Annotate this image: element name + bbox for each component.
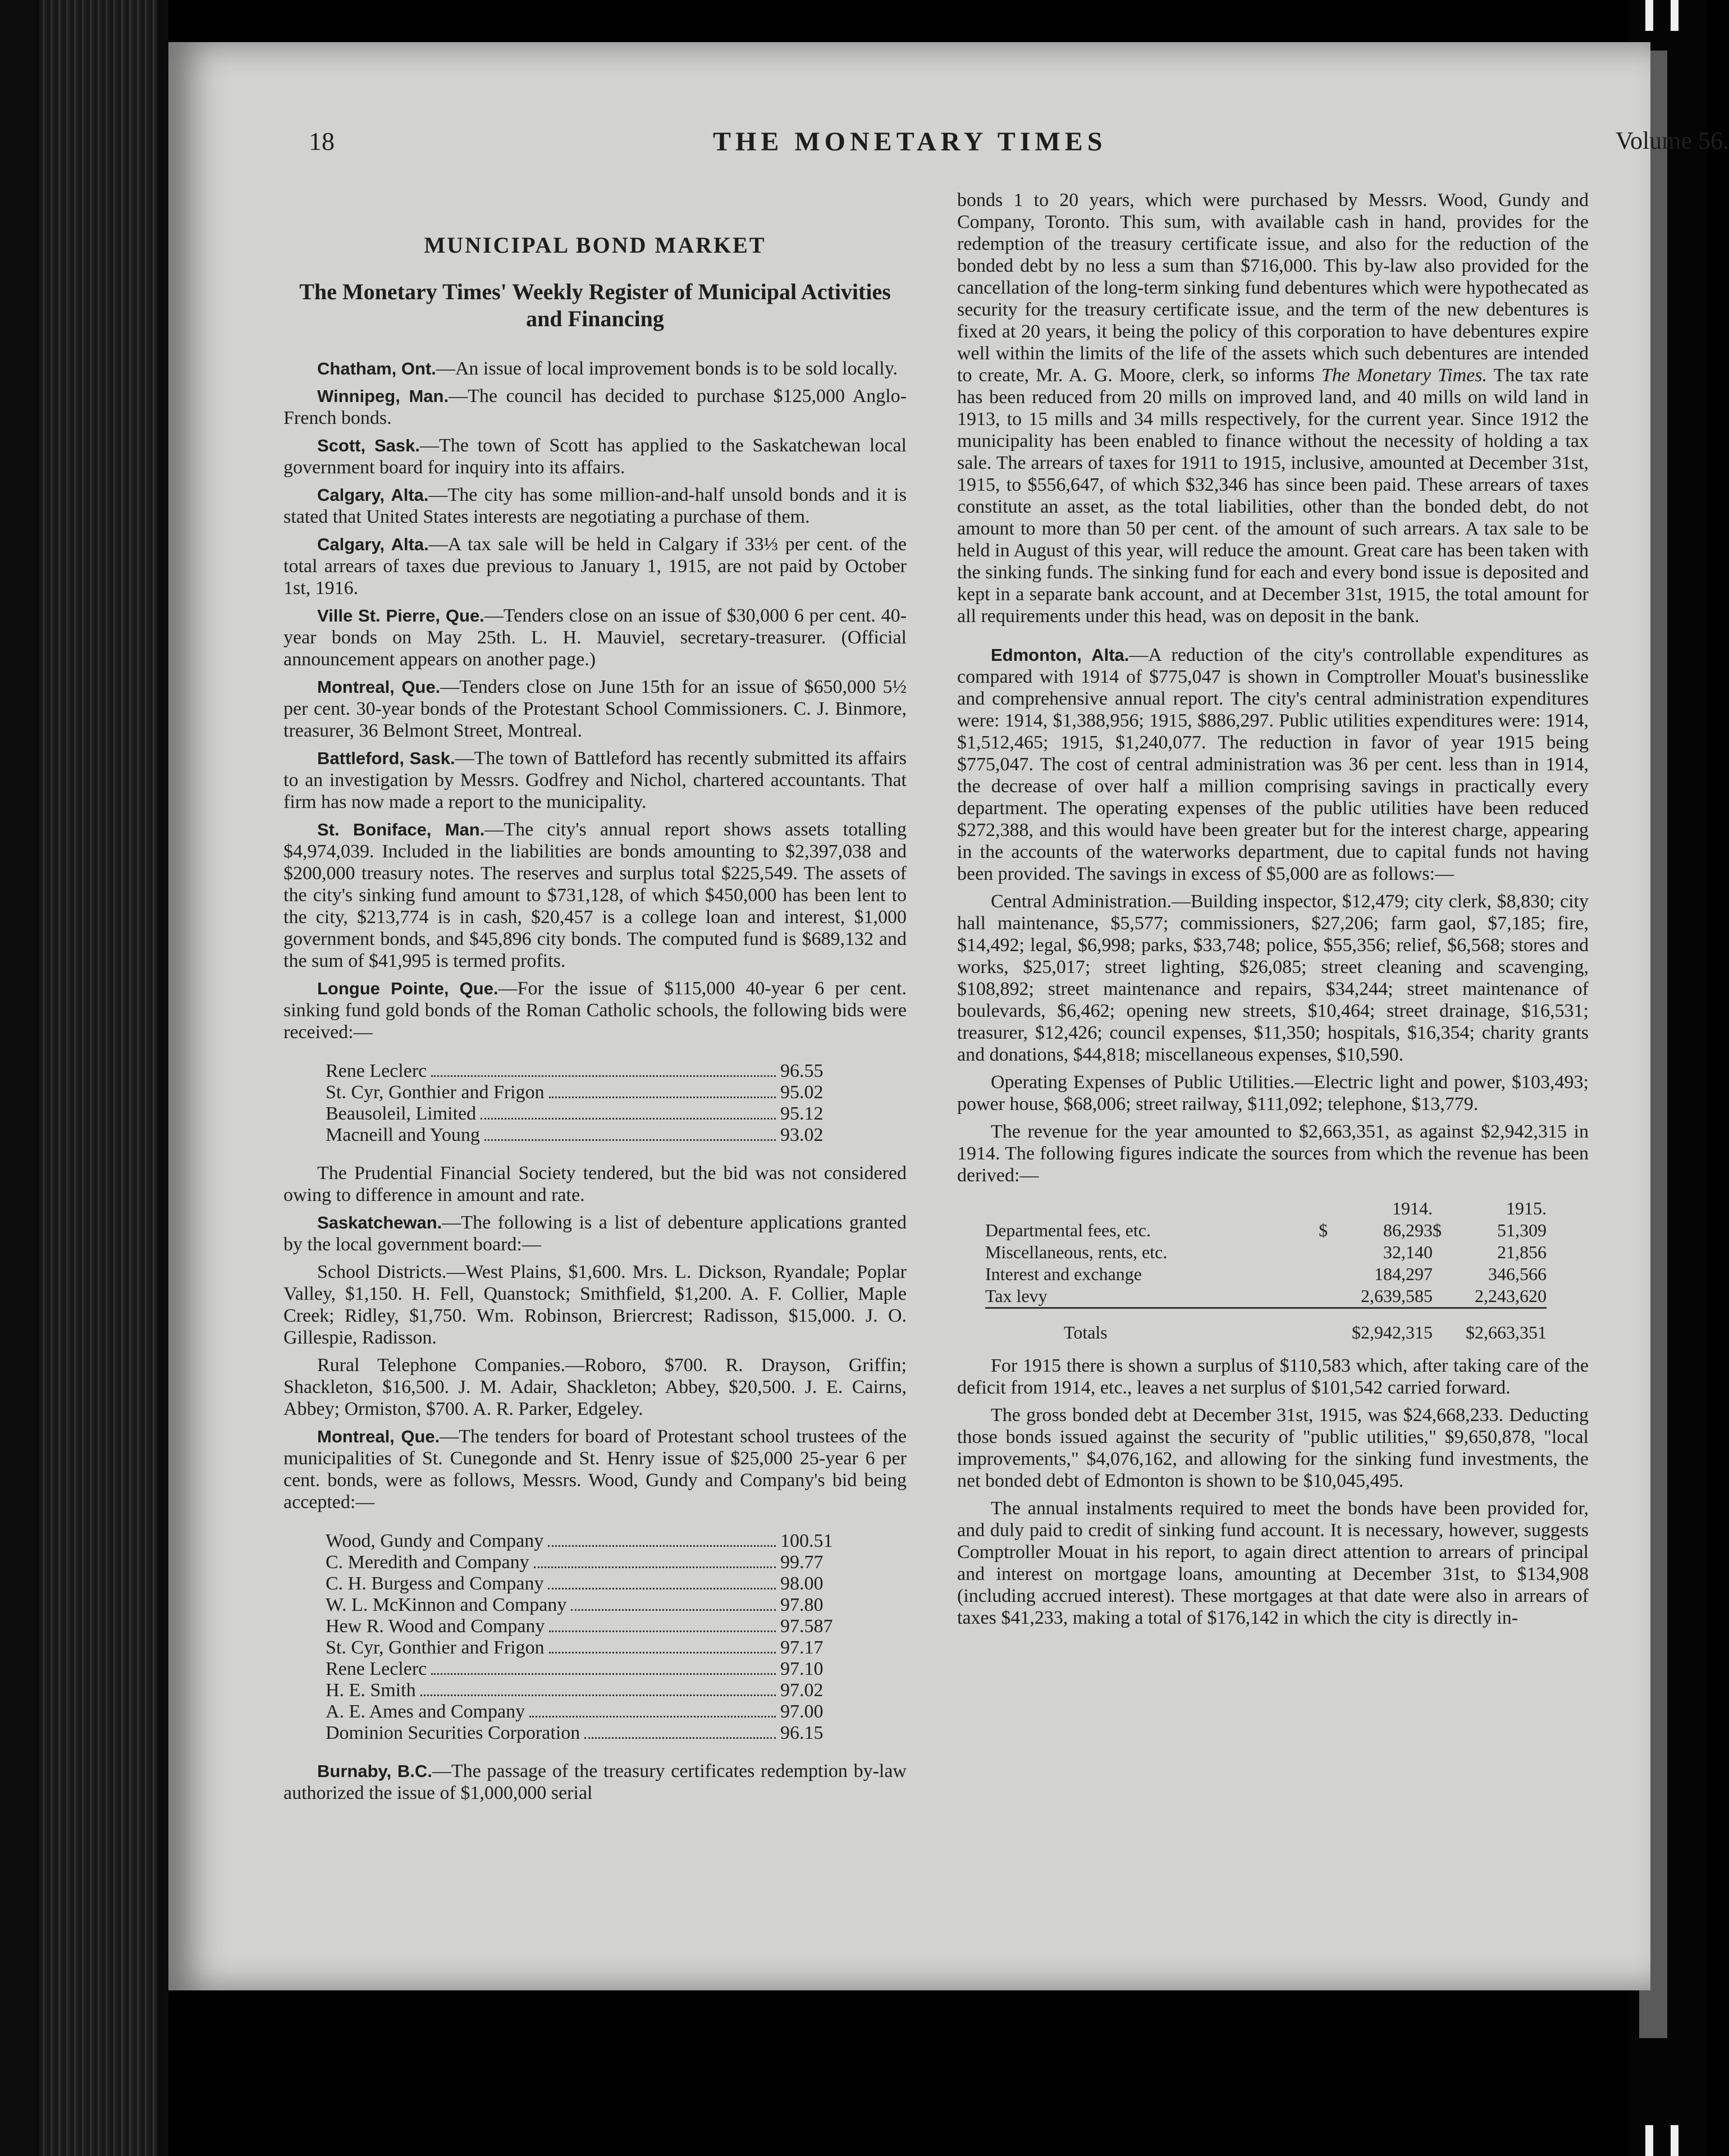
bid-row (326, 1701, 848, 1722)
news-item-lede: St. Boniface, Man. (317, 820, 485, 839)
news-item-text: —The following is a list of debenture applications granted by the local government board:— (283, 1212, 907, 1255)
revenue-row (985, 1263, 1547, 1285)
bid-price: 97.17 (780, 1637, 824, 1658)
bid-price: 97.00 (780, 1701, 824, 1722)
news-item-lede: Montreal, Que. (317, 1427, 440, 1446)
bidder-name: Wood, Gundy and Company (326, 1531, 544, 1551)
news-item-lede: Chatham, Ont. (317, 359, 436, 378)
body-paragraph: For 1915 there is shown a surplus of $110,583 which, after taking care of the deficit from 1914, etc., leaves a net surplus of $101,542 carried forward. (957, 1355, 1589, 1398)
news-item (957, 644, 1589, 885)
burnaby-continued (957, 189, 1589, 627)
news-item (283, 1426, 907, 1513)
news-item-lede: Battleford, Sask. (317, 748, 455, 768)
after-table-paragraphs (957, 1355, 1589, 1629)
volume-label: Volume 56. (1615, 127, 1729, 154)
bidder-name: Rene Leclerc (326, 1061, 427, 1081)
bid-row (326, 1658, 848, 1679)
news-item (283, 358, 907, 380)
montreal-bids (326, 1530, 848, 1743)
news-item-text: —The passage of the treasury certificates redemption by-law authorized the issue of $1,000,000 serial (283, 1761, 907, 1803)
dot-leader (529, 1716, 776, 1718)
news-item (283, 605, 907, 670)
news-item-lede: Scott, Sask. (317, 436, 420, 455)
dot-leader (549, 1652, 776, 1653)
sprocket-hole (1645, 2125, 1653, 2156)
bidder-name: H. E. Smith (326, 1680, 416, 1701)
news-item (283, 484, 907, 528)
masthead-title: THE MONETARY TIMES (713, 127, 1107, 157)
news-item (283, 1212, 907, 1255)
bidder-name: St. Cyr, Gonthier and Frigon (326, 1637, 545, 1658)
news-item (283, 747, 907, 813)
value-1915: 51,309 (1497, 1220, 1547, 1240)
bid-price: 98.00 (780, 1573, 824, 1594)
bid-row (326, 1615, 848, 1637)
bidder-name: Macneill and Young (326, 1125, 480, 1145)
revenue-source: Interest and exchange (985, 1264, 1142, 1284)
news-item-text: —The town of Battleford has recently submitted its affairs to an investigation by Messrs. Godfrey and Nichol, chartered accountants. That firm has now made a report to the municipality. (283, 748, 907, 812)
bid-row (326, 1530, 848, 1551)
value-1915: 2,243,620 (1475, 1286, 1547, 1306)
revenue-source: Departmental fees, etc. (985, 1220, 1151, 1240)
bid-price: 97.587 (780, 1616, 833, 1637)
total-1915: $2,663,351 (1452, 1308, 1547, 1344)
currency-sign (1433, 1285, 1452, 1308)
bidder-name: C. Meredith and Company (326, 1552, 529, 1573)
body-paragraph: The annual instalments required to meet the bonds have been provided for, and duly paid to credit of sinking fund account. It is necessary, however, suggests Comptroller Mouat in his report, to again direct attention to arrears of principal and interest on mortgage loans, amounting at December 31st, to $134,908 (including accrued interest). These mortgages at that date were also in arrears of taxes $41,233, making a total of $176,142 in which the city is directly in- (957, 1498, 1589, 1628)
currency-sign (1319, 1285, 1338, 1308)
revenue-intro-paragraph: The revenue for the year amounted to $2,663,351, as against $2,942,315 in 1914. The following figures indicate the sources from which the revenue has been derived:— (957, 1121, 1589, 1186)
news-item (283, 676, 907, 742)
burnaby-text-b: The tax rate has been reduced from 20 mills on improved land, and 40 mills on wild land in 1913, to 15 mills and 34 mills respectively, for the current year. Since 1912 the municipality has been enabled to finance without the necessity of holding a tax sale. The arrears of taxes for 1911 to 1915, inclusive, amounted at December 31st, 1915, to $556,647, of which $32,346 has since been paid. These arrears of taxes constitute an asset, as the total liabilities, other than the bonded debt, do not amount to more than 50 per cent. of the amount of such arrears. A tax sale to be held in August of this year, will reduce the amount. Great care has been taken with the sinking funds. The sinking fund for each and every bond issue is deposited and kept in a separate bank account, and at December 31st, 1915, the total amount for all requirements under this head, was on deposit in the bank. (957, 365, 1589, 627)
book-binding-edge (39, 0, 157, 2156)
bidder-name: W. L. McKinnon and Company (326, 1595, 567, 1615)
dot-leader (548, 1545, 776, 1547)
news-item-text: —A reduction of the city's controllable expenditures as compared with 1914 of $775,047 is shown in Comptroller Mouat's businesslike and comprehensive annual report. The city's central administration expenditures were: 1914, $1,388,956; 1915, $886,297. Public utilities expenditures were: 1914, $1,512,465; 1915, $1,240,077. The reduction in favor of year 1915 being $775,047. The cost of central administration was 36 per cent. less than in 1914, the decrease of over half a million comprising savings in practically every department. The operating expenses of the public utilities have been reduced $272,388, and this would have been greater but for the interest charge, appearing in the accounts of the waterworks department, due to capital funds not having been provided. The savings in excess of $5,000 are as follows:— (957, 645, 1589, 884)
revenue-total-row (985, 1308, 1547, 1344)
bid-row (326, 1594, 848, 1615)
news-item-text: —The council has decided to purchase $125,000 Anglo-French bonds. (283, 386, 907, 428)
value-1915: 21,856 (1497, 1242, 1547, 1262)
news-item-text: —The tenders for board of Protestant school trustees of the municipalities of St. Cunegonde and St. Henry issue of $25,000 25-year 6 per cent. bonds, were as follows, Messrs. Wood, Gundy and Company's bid being accepted:— (283, 1426, 907, 1513)
bidder-name: C. H. Burgess and Company (326, 1573, 544, 1594)
bidder-name: St. Cyr, Gonthier and Frigon (326, 1082, 545, 1103)
news-item-lede: Longue Pointe, Que. (317, 979, 498, 998)
longue-pointe-bids (326, 1060, 848, 1145)
bid-price: 100.51 (780, 1531, 833, 1551)
dot-leader (548, 1588, 776, 1589)
bid-price: 96.15 (780, 1723, 824, 1743)
newspaper-page (168, 42, 1729, 1990)
bid-price: 95.02 (780, 1082, 824, 1103)
dot-leader (549, 1097, 776, 1098)
revenue-row (985, 1285, 1547, 1308)
bidder-name: Rene Leclerc (326, 1659, 427, 1679)
news-item-lede: Edmonton, Alta. (991, 645, 1129, 665)
sprocket-hole (1671, 0, 1678, 31)
central-administration-paragraph: Central Administration.—Building inspector, $12,479; city clerk, $8,830; city hall maintenance, $5,577; commissioners, $27,206; farm gaol, $7,185; fire, $14,492; legal, $6,998; parks, $33,748; police, $55,356; relief, $6,568; stores and works, $25,017; street lighting, $26,085; street cleaning and scavenging, $108,892; street maintenance and repairs, $34,244; street maintenance of boulevards, $6,462; opening new streets, $10,464; street drainage, $16,531; treasurer, $12,426; council expenses, $11,350; hospitals, $16,354; charity grants and donations, $44,818; miscellaneous expenses, $10,590. (957, 891, 1589, 1065)
bid-price: 93.02 (780, 1125, 824, 1145)
value-1914: 32,140 (1383, 1242, 1433, 1262)
revenue-row (985, 1241, 1547, 1263)
currency-sign (1319, 1241, 1338, 1263)
value-1915: 346,566 (1488, 1264, 1547, 1284)
news-items (283, 358, 907, 1043)
burnaby-text-a: bonds 1 to 20 years, which were purchased by Messrs. Wood, Gundy and Company, Toronto. This sum, with available cash in hand, provides for the redemption of the treasury certificate issue, and also for the reduction of the bonded debt by no less a sum than $716,000. This by-law also provided for the cancellation of the long-term sinking fund debentures which were hypothecated as security for the treasury certificate issue, and the term of the new debentures is fixed at 20 years, it being the policy of this corporation to have debentures expire well within the limits of the life of the assets which such debentures are intended to create, Mr. A. G. Moore, clerk, so informs (957, 190, 1589, 386)
bid-row (326, 1551, 848, 1573)
news-item (283, 977, 907, 1043)
news-item (283, 435, 907, 478)
news-item-lede: Calgary, Alta. (317, 485, 429, 505)
bid-price: 95.12 (780, 1103, 824, 1124)
news-item-text: —The city has some million-and-half unsold bonds and it is stated that United States interests are negotiating a purchase of them. (283, 485, 907, 527)
sprocket-hole (1671, 2125, 1678, 2156)
news-item (283, 819, 907, 972)
news-item-text: —The city's annual report shows assets totalling $4,974,039. Included in the liabilities are bonds amounting to $2,397,038 and $200,000 treasury notes. The reserves and surplus total $225,549. The assets of the city's sinking fund amount to $731,128, of which $450,000 has been lent to the city, $213,774 is in cash, $20,457 is a college loan and interest, $1,000 government bonds, and $45,896 city bonds. The computed fund is $689,132 and the sum of $41,995 is termed profits. (283, 819, 907, 971)
currency-sign: $ (1433, 1220, 1442, 1240)
news-item-lede: Saskatchewan. (317, 1213, 442, 1232)
bid-row (326, 1637, 848, 1658)
body-paragraph: The gross bonded debt at December 31st, 1915, was $24,668,233. Deducting those bonds issued against the security of "public utilities," $9,650,878, "local improvements," $4,076,162, and allowing for the sinking fund investments, the net bonded debt of Edmonton is shown to be $10,045,495. (957, 1405, 1589, 1491)
news-item-lede: Ville St. Pierre, Que. (317, 606, 484, 625)
news-item-text: —A tax sale will be held in Calgary if 33⅓ per cent. of the total arrears of taxes due previous to January 1, 1915, are not paid by October 1st, 1916. (283, 534, 907, 599)
value-1914: 2,639,585 (1361, 1286, 1433, 1306)
section-subtitle: The Monetary Times' Weekly Register of Municipal Activities and Financing (299, 279, 891, 331)
news-item (283, 385, 907, 429)
total-1914: $2,942,315 (1338, 1308, 1433, 1344)
news-item-text: —The town of Scott has applied to the Saskatchewan local government board for inquiry into its affairs. (283, 435, 907, 478)
section-title: MUNICIPAL BOND MARKET (424, 232, 766, 258)
currency-sign (1433, 1241, 1452, 1263)
bid-row (326, 1060, 848, 1081)
bid-price: 97.10 (780, 1659, 824, 1679)
bid-price: 97.80 (780, 1595, 824, 1615)
news-item-lede: Calgary, Alta. (317, 535, 429, 554)
news-item (283, 1760, 907, 1804)
page-number: 18 (309, 127, 335, 156)
dot-leader (549, 1630, 776, 1632)
news-item-text: —An issue of local improvement bonds is to be sold locally. (436, 358, 898, 379)
bid-price: 99.77 (780, 1552, 824, 1573)
bidder-name: Dominion Securities Corporation (326, 1723, 580, 1743)
bid-row (326, 1679, 848, 1701)
bid-row (326, 1081, 848, 1103)
revenue-row (985, 1219, 1547, 1241)
news-item-lede: Burnaby, B.C. (317, 1761, 432, 1781)
currency-sign: $ (1319, 1220, 1328, 1240)
operating-expenses-paragraph: Operating Expenses of Public Utilities.—Electric light and power, $103,493; power house, $68,006; street railway, $111,092; telephone, $13,779. (957, 1072, 1589, 1114)
dot-leader (484, 1139, 776, 1141)
left-column (283, 189, 907, 1810)
publication-name: The Monetary Times. (1321, 365, 1488, 386)
bid-row (326, 1124, 848, 1145)
news-item (283, 533, 907, 599)
news-item-lede: Winnipeg, Man. (317, 386, 449, 406)
news-item-text: —For the issue of $115,000 40-year 6 per cent. sinking fund gold bonds of the Roman Catholic schools, the following bids were received:— (283, 978, 907, 1043)
revenue-source: Tax levy (985, 1286, 1048, 1306)
value-1914: 184,297 (1374, 1264, 1433, 1284)
bid-row (326, 1103, 848, 1124)
dot-leader (584, 1737, 776, 1739)
right-column (957, 189, 1589, 1634)
school-districts-paragraph: School Districts.—West Plains, $1,600. Mrs. L. Dickson, Ryandale; Poplar Valley, $1,150. H. Fell, Quanstock; Smithfield, $1,200. A. F. Collier, Maple Creek; Ridley, $1,750. Wm. Robinson, Briercrest; Radisson, $15,000. J. O. Gillespie, Radisson. (283, 1262, 907, 1348)
bidder-name: Beausoleil, Limited (326, 1103, 477, 1124)
dot-leader (571, 1609, 776, 1611)
currency-sign (1319, 1263, 1338, 1285)
bid-row (326, 1722, 848, 1743)
dot-leader (431, 1075, 776, 1077)
bidder-name: Hew R. Wood and Company (326, 1616, 545, 1637)
page-header (309, 126, 1729, 166)
value-1914: 86,293 (1383, 1220, 1433, 1240)
dot-leader (431, 1673, 776, 1675)
bid-row (326, 1573, 848, 1594)
rural-telephone-paragraph: Rural Telephone Companies.—Roboro, $700. R. Drayson, Griffin; Shackleton, $16,500. J. M. Adair, Shackleton; Abbey, $20,500. J. E. Cairns, Abbey; Ormiston, $700. A. R. Parker, Edgeley. (283, 1355, 907, 1419)
currency-sign (1433, 1263, 1452, 1285)
news-item-text: —Tenders close on June 15th for an issue of $650,000 5½ per cent. 30-year bonds of the Protestant School Commissioners. C. J. Binmore, treasurer, 36 Belmont Street, Montreal. (283, 677, 907, 741)
prudential-note: The Prudential Financial Society tendered, but the bid was not considered owing to difference in amount and rate. (283, 1163, 907, 1205)
dot-leader (534, 1566, 776, 1568)
year-heading: 1915. (1506, 1198, 1547, 1218)
sprocket-hole (1645, 0, 1653, 31)
news-item-text: —Tenders close on an issue of $30,000 6 per cent. 40-year bonds on May 25th. L. H. Mauviel, secretary-treasurer. (Official announcement appears on another page.) (283, 605, 907, 670)
total-label: Totals (985, 1308, 1319, 1344)
dot-leader (481, 1118, 776, 1120)
revenue-source: Miscellaneous, rents, etc. (985, 1242, 1168, 1262)
dot-leader (420, 1694, 776, 1696)
bidder-name: A. E. Ames and Company (326, 1701, 525, 1722)
bid-price: 96.55 (780, 1061, 824, 1081)
revenue-table (985, 1198, 1547, 1344)
revenue-table-header (985, 1198, 1547, 1219)
bid-price: 97.02 (780, 1680, 824, 1701)
year-heading: 1914. (1392, 1198, 1433, 1218)
news-item-lede: Montreal, Que. (317, 677, 441, 697)
